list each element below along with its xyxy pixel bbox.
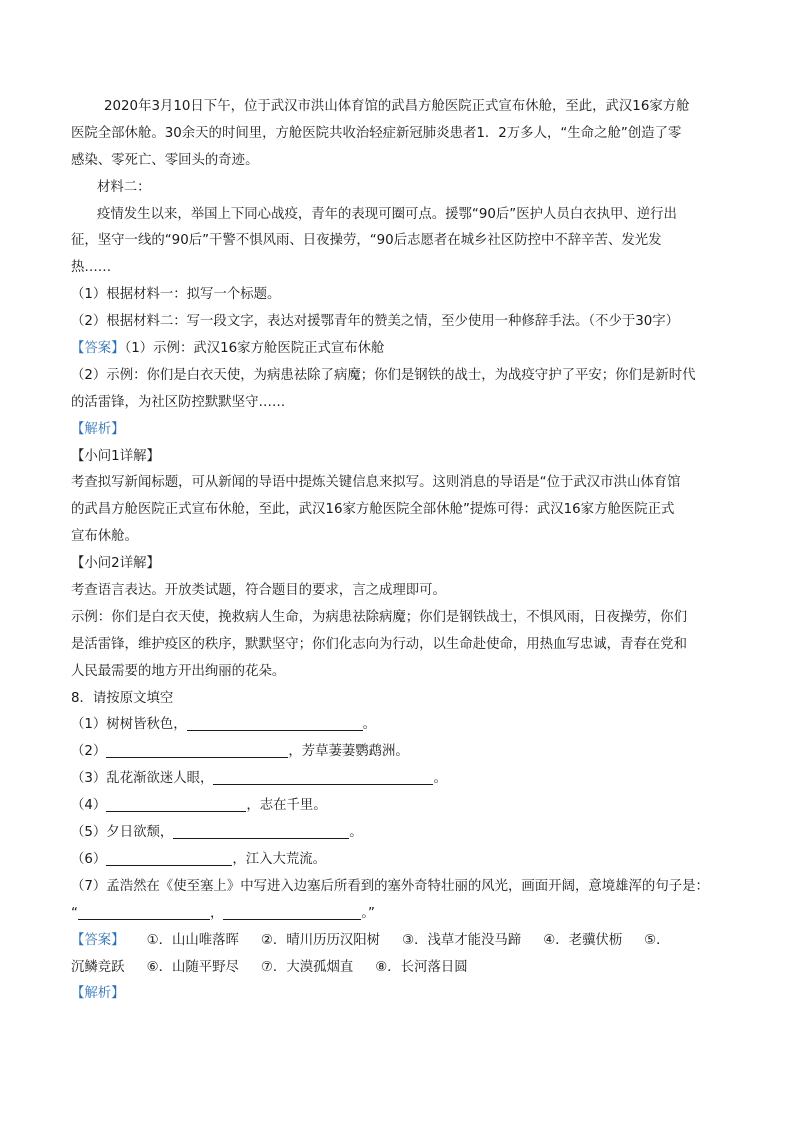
material2-heading: 材料二：	[97, 179, 151, 195]
q8-item2-blank[interactable]	[106, 741, 288, 758]
q8-item3	[71, 766, 722, 793]
q8-item7-line2	[71, 901, 722, 928]
material1-line2: 医院全部休舱。30余天的时间里，方舱医院共收治轻症新冠肺炎患者1．2万多人，“生命之舱”创造了零	[71, 125, 682, 141]
q8-item2-suffix: ，芳草萋萋鹦鹉洲。	[288, 744, 409, 760]
material1-line3: 感染、零死亡、零回头的奇迹。	[71, 152, 259, 168]
sub2-detail-line2: 示例：你们是白衣天使，挽救病人生命，为病患祛除病魔；你们是钢铁战士，不惧风雨，日夜操劳，你们	[71, 609, 687, 625]
q8-answer-1: ①．山山唯落晖	[146, 932, 239, 948]
q8-answer-5: ⑤．	[644, 932, 670, 948]
sub2-detail-line4: 人民最需要的地方开出绚丽的花朵。	[71, 663, 286, 679]
q8-answer-row	[71, 928, 722, 955]
q8-item1-suffix: 。	[362, 717, 377, 733]
q8-item7-blank1[interactable]	[78, 903, 210, 920]
q8-answer-4: ④．老骥伏枥	[543, 932, 623, 948]
q8-answer-5-text: 沉鳞竞跃	[71, 959, 125, 975]
q8-answer-7: ⑦．大漠孤烟直	[260, 959, 354, 975]
sub2-detail-line1: 考查语言表达。开放类试题，符合题目的要求，言之成理即可。	[71, 583, 446, 599]
answer-tag: 【答案】	[71, 341, 125, 357]
q8-title: 8．请按原文填空	[71, 690, 174, 706]
q8-item5	[71, 820, 722, 847]
sub2-detail-line3: 是活雷锋，维护疫区的秩序，默默坚守；你们化志向为行动，以生命赴使命，用热血写忠诚，青春在党和	[71, 636, 687, 652]
material2-line1: 疫情发生以来，举国上下同心战疫，青年的表现可圈可点。援鄂“90后”医护人员白衣执甲、逆行出	[97, 206, 677, 222]
material2-line2: 征，坚守一线的“90后”干警不惧风雨、日夜操劳，“90后志愿者在城乡社区防控中不辞辛苦、发光发	[71, 233, 662, 249]
sub2-detail-tag: 【小问2详解】	[71, 556, 160, 572]
q8-item6-prefix: （6）	[71, 851, 107, 867]
q8-item7-open-quote: “	[71, 905, 78, 921]
q8-item7-blank2[interactable]	[223, 903, 361, 920]
q8-analysis-tag: 【解析】	[71, 986, 125, 1002]
q7-answer2-line1: （2）示例：你们是白衣天使，为病患祛除了病魔；你们是钢铁的战士，为战疫守护了平安；你们是新时代	[71, 367, 696, 383]
q8-item4-suffix: ，志在千里。	[246, 798, 327, 814]
q8-item1	[71, 712, 722, 739]
q7-sub1: （1）根据材料一：拟写一个标题。	[71, 287, 281, 303]
q8-item3-blank[interactable]	[213, 768, 433, 785]
q8-answer-8: ⑧．长河落日圆	[375, 959, 468, 975]
q8-answer-6: ⑥．山随平野尽	[146, 959, 239, 975]
q8-item7-close-quote: 。”	[361, 905, 375, 921]
analysis-tag: 【解析】	[71, 421, 125, 437]
q8-answer-tag: 【答案】	[71, 932, 125, 948]
q8-item2	[71, 739, 722, 766]
q7-answer-row	[71, 336, 722, 363]
q7-sub2: （2）根据材料二：写一段文字，表达对援鄂青年的赞美之情，至少使用一种修辞手法。（不少于30字）	[71, 314, 680, 330]
q8-item7-line1: （7）孟浩然在《使至塞上》中写进入边塞后所看到的塞外奇特壮丽的风光，画面开阔，意境雄浑的句子是：	[71, 878, 709, 894]
q8-item4	[71, 793, 722, 820]
q8-item1-prefix: （1）树树皆秋色，	[71, 717, 187, 733]
q8-item7-comma: ，	[209, 905, 224, 921]
q8-item2-prefix: （2）	[71, 744, 107, 760]
q7-answer2-line2: 的活雷锋，为社区防控默默坚守……	[71, 394, 286, 410]
q8-item1-blank[interactable]	[187, 714, 363, 731]
q8-item5-blank[interactable]	[173, 822, 349, 839]
q8-answer-row2	[71, 955, 722, 982]
sub1-detail-tag: 【小问1详解】	[71, 448, 160, 464]
q8-item5-prefix: （5）夕日欲颓，	[71, 825, 174, 841]
material1-line1: 2020年3月10日下午，位于武汉市洪山体育馆的武昌方舱医院正式宣布休舱，至此，武汉16家方舱	[104, 99, 690, 114]
q8-item6-suffix: ，江入大荒流。	[232, 851, 327, 867]
q8-answer-2: ②．晴川历历汉阳树	[260, 932, 381, 948]
q8-item5-suffix: 。	[349, 825, 363, 841]
q8-answer-3: ③．浅草才能没马蹄	[402, 932, 522, 948]
q8-item6	[71, 847, 722, 874]
sub1-detail-line2: 的武昌方舱医院正式宣布休舱，至此，武汉16家方舱医院全部休舱”提炼可得：武汉16家方舱医院正式	[71, 502, 675, 518]
sub1-detail-line3: 宣布休舱。	[71, 529, 138, 545]
q8-item3-prefix: （3）乱花渐欲迷人眼，	[71, 771, 214, 787]
q8-item4-blank[interactable]	[106, 795, 246, 812]
material2-line3: 热……	[71, 260, 112, 276]
q8-item3-suffix: 。	[433, 771, 447, 787]
q8-item4-prefix: （4）	[71, 798, 107, 814]
sub1-detail-line1: 考查拟写新闻标题，可从新闻的导语中提炼关键信息来拟写。这则消息的导语是“位于武汉市洪山体育馆	[71, 475, 681, 491]
answer1-text: （1）示例：武汉16家方舱医院正式宣布休舱	[124, 341, 385, 357]
q8-item6-blank[interactable]	[106, 849, 232, 866]
document-content	[71, 94, 722, 1008]
